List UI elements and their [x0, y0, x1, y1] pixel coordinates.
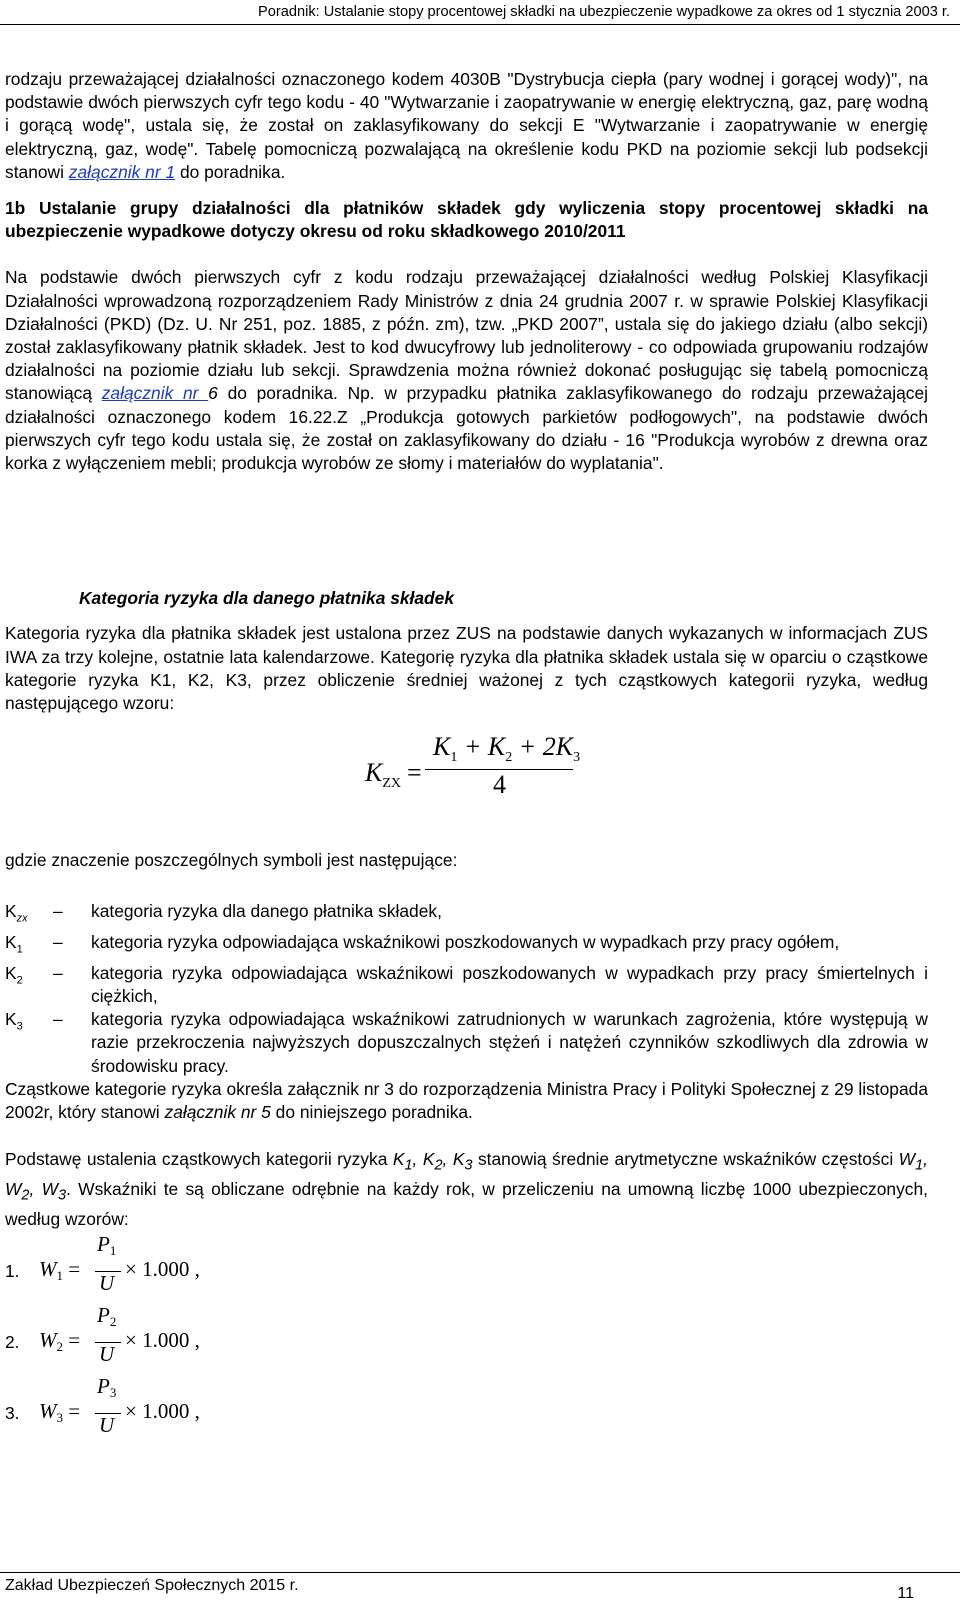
- paragraph-czastkowe: Cząstkowe kategorie ryzyka określa załącznik nr 3 do rozporządzenia Ministra Pracy i Polityki Społecznej z 29 listopada 2002r, który stanowi załącznik nr 5 do niniejszego poradnika.: [5, 1078, 928, 1123]
- paragraph-text: do poradnika. Np. w przypadku płatnika zaklasyfikowanego do rodzaju przeważającej działalności oznaczonego kodem 16.22.Z „Produkcja gotowych parkietów podłogowych", na podstawie dwóch pierwszych cyfr tego kodu ustala się, że został on zaklasyfikowany do działu - 16 "Produkcja wyrobów z drewna oraz korka z wyłączeniem mebli; produkcja wyrobów ze słomy i materiałów do wyplatania".: [5, 383, 928, 474]
- running-header: Poradnik: Ustalanie stopy procentowej składki na ubezpieczenie wypadkowe za okres od 1 stycznia 2003 r.: [258, 4, 950, 20]
- reference-zalacznik-5: załącznik nr 5: [164, 1102, 271, 1123]
- link-number: 6: [208, 383, 218, 404]
- formula-number: 2.: [5, 1331, 20, 1352]
- paragraph-text: do poradnika.: [175, 161, 286, 182]
- link-zalacznik-6[interactable]: załącznik nr: [101, 383, 209, 404]
- formula-denominator: U: [99, 1341, 115, 1366]
- paragraph-podstawe: Podstawę ustalenia cząstkowych kategorii ryzyka $K_1$, $K_2$, $K_3$ stanowią średnie arytmetyczne wskaźników częstości $W_1$, $W_2$, $W_3$. Wskaźniki te są obliczane odrębnie na każdy rok, w przeliczeniu na umowną liczbę 1000 ubezpieczonych, według wzorów:: [5, 1149, 928, 1229]
- formula-kzx: [5, 732, 928, 821]
- definition-symbol: $K_2$: [5, 962, 23, 987]
- formula-w1: [5, 1231, 305, 1307]
- formula-number: 1.: [5, 1260, 20, 1281]
- link-zalacznik-1[interactable]: załącznik nr 1: [68, 161, 176, 182]
- formula-number: 3.: [5, 1402, 20, 1423]
- definition-row: [5, 900, 928, 931]
- formula-numerator: $P_2$: [97, 1302, 117, 1329]
- definition-symbol: $K_3$: [5, 1009, 23, 1033]
- formula-multiplier: × 1.000 ,: [125, 1256, 200, 1281]
- formula-lhs: $W_1$ =: [39, 1256, 81, 1283]
- formula-lhs: $W_3$ =: [39, 1398, 81, 1425]
- paragraph-kategoria: Kategoria ryzyka dla płatnika składek jest ustalona przez ZUS na podstawie danych wykazanych w informacjach ZUS IWA za trzy kolejne, ostatnie lata kalendarzowe. Kategorię ryzyka dla płatnika składek ustala się w oparciu o cząstkowe kategorie ryzyka K1, K2, K3, przez obliczenie średniej ważonej z tych cząstkowych kategorii ryzyka, według następującego wzoru:: [5, 623, 928, 714]
- definition-dash: –: [53, 901, 63, 922]
- formula-equals: =: [407, 758, 422, 788]
- formula-multiplier: × 1.000 ,: [125, 1398, 200, 1423]
- formula-lhs: $K_{ZX}$: [365, 758, 402, 792]
- formula-denominator: U: [99, 1412, 115, 1437]
- definition-dash: –: [53, 962, 63, 983]
- symbol-definitions: [5, 900, 928, 1077]
- page-number: 11: [897, 1585, 914, 1602]
- formula-lhs: $W_2$ =: [39, 1327, 81, 1354]
- paragraph-text: Na podstawie dwóch pierwszych cyfr z kodu rodzaju przeważającej działalności według Polskiej Klasyfikacji Działalności wprowadzoną rozporządzeniem Rady Ministrów z dnia 24 grudnia 2007 r. w sprawie Polskiej Klasyfikacji Działalności (PKD) (Dz. U. Nr 251, poz. 1885, z późn. zm), tzw. „PKD 2007”, ustala się do jakiego działu (albo sekcji) został zaklasyfikowany płatnik składek. Jest to kod dwucyfrowy lub jednoliterowy - co odpowiada grupowaniu rodzajów działalności na poziomie działu lub sekcji. Sprawdzenia można również dokonać posługując się tabelą pomocniczą stanowiącą: [5, 267, 928, 404]
- definition-text: kategoria ryzyka odpowiadająca wskaźnikowi zatrudnionych w warunkach zagrożenia, które występują w razie przekroczenia najwyższych dopuszczalnych stężeń i natężeń czynników szkodliwych dla zdrowia w środowisku pracy.: [91, 1009, 928, 1076]
- formula-multiplier: × 1.000 ,: [125, 1327, 200, 1352]
- footer-rule: [0, 1572, 960, 1573]
- section-heading-1b: 1b Ustalanie grupy działalności dla płatników składek gdy wyliczenia stopy procentowej składki na ubezpieczenie wypadkowe dotyczy okresu od roku składkowego 2010/2011: [5, 198, 928, 242]
- definition-dash: –: [53, 1009, 63, 1030]
- paragraph-text: rodzaju przeważającej działalności oznaczonego kodem 4030B "Dystrybucja ciepła (pary wodnej i gorącej wody)", na podstawie dwóch pierwszych cyfr tego kodu - 40 "Wytwarzanie i zaopatrywanie w energię elektryczną, gaz, parę wodną i gorącą wodę", ustala się, że został on zaklasyfikowany do sekcji E "Wytwarzanie i zaopatrywanie w energię elektryczną, gaz, wodę". Tabelę pomocniczą pozwalającą na określenie kodu PKD na poziomie sekcji lub podsekcji stanowi: [5, 69, 928, 182]
- formulas-w: [5, 1231, 928, 1454]
- formula-w2: [5, 1302, 305, 1378]
- paragraph-gdzie: gdzie znaczenie poszczególnych symboli jest następujące:: [5, 850, 458, 871]
- definition-symbol: $K_1$: [5, 932, 23, 956]
- definition-dash: –: [53, 932, 63, 953]
- definition-row: [5, 931, 928, 962]
- header-rule: [0, 24, 960, 25]
- definition-row: [5, 962, 928, 1008]
- formula-numerator: $P_1$: [97, 1231, 117, 1258]
- footer-org: Zakład Ubezpieczeń Społecznych 2015 r.: [5, 1577, 299, 1594]
- definition-text: kategoria ryzyka odpowiadająca wskaźnikowi poszkodowanych w wypadkach przy pracy śmiertelnych i ciężkich,: [91, 962, 928, 1007]
- definition-symbol: $K_{zx}$: [5, 901, 28, 925]
- paragraph-pkd-example: [5, 68, 928, 184]
- section-heading-kategoria: Kategoria ryzyka dla danego płatnika składek: [79, 588, 455, 609]
- definition-row: [5, 1008, 928, 1078]
- formula-numerator: $K_1 + K_2 + 2K_3$: [433, 732, 581, 766]
- formula-denominator: U: [99, 1270, 115, 1295]
- formula-w3: [5, 1373, 305, 1449]
- formula-numerator: $P_3$: [97, 1373, 117, 1400]
- paragraph-pkd-2007: [5, 266, 928, 475]
- page-content: [5, 58, 928, 1454]
- formula-denominator: 4: [493, 770, 506, 800]
- definition-text: kategoria ryzyka odpowiadająca wskaźnikowi poszkodowanych w wypadkach przy pracy ogółem,: [91, 932, 840, 953]
- definition-text: kategoria ryzyka dla danego płatnika składek,: [91, 901, 442, 922]
